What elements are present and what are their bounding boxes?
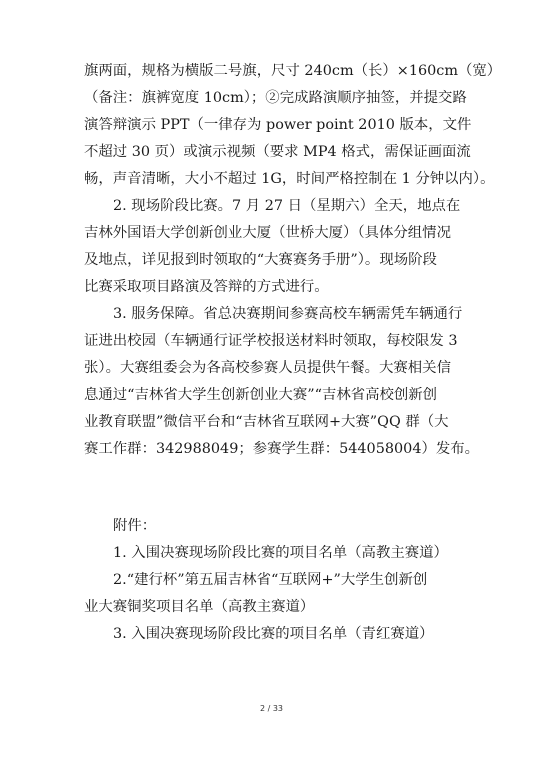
text-line: 赛工作群：342988049；参赛学生群：544058004）发布。	[84, 441, 480, 457]
text-line: 比赛采取项目路演及答辩的方式进行。	[84, 279, 329, 295]
text-line: （备注：旗裤宽度 10cm）；②完成路演顺序抽签，并提交路	[84, 90, 467, 106]
document-body	[84, 58, 502, 648]
attachment-item: 2.“建行杯”第五届吉林省“互联网+”大学生创新创	[113, 572, 428, 588]
attachments-section	[84, 513, 466, 648]
text-line: 畅，声音清晰，大小不超过 1G，时间严格控制在 1 分钟以内）。	[84, 171, 495, 187]
text-line: 旗两面，规格为横版二号旗，尺寸 240cm（长）×160cm（宽）	[84, 63, 502, 79]
attachments-heading: 附件：	[113, 518, 157, 534]
text-line: 证进出校园（车辆通行证学校报送材料时领取，每校限发 3	[84, 333, 458, 349]
page-number: 2 / 33	[259, 704, 284, 713]
attachment-item: 1. 入围决赛现场阶段比赛的项目名单（高教主赛道）	[113, 545, 448, 561]
attachment-item: 3. 入围决赛现场阶段比赛的项目名单（青红赛道）	[113, 626, 434, 642]
text-line: 息通过“吉林省大学生创新创业大赛”“吉林省高校创新创	[84, 387, 438, 403]
text-line: 及地点，详见报到时领取的“大赛赛务手册”）。现场阶段	[84, 252, 437, 268]
text-line: 3. 服务保障。省总决赛期间参赛高校车辆需凭车辆通行	[113, 306, 463, 322]
text-line: 张）。大赛组委会为各高校参赛人员提供午餐。大赛相关信	[84, 360, 451, 376]
paragraph-onsite-stage	[84, 193, 466, 301]
paragraph-service-support	[84, 301, 480, 463]
text-line: 演答辩演示 PPT（一律存为 power point 2010 版本，文件	[84, 117, 472, 133]
text-line: 不超过 30 页）或演示视频（要求 MP4 格式，需保证画面流	[84, 144, 471, 160]
text-line: 吉林外国语大学创新创业大厦（世桥大厦）（具体分组情况	[84, 225, 451, 241]
attachment-item-continued: 业大赛铜奖项目名单（高教主赛道）	[84, 599, 315, 615]
paragraph-submission-requirements	[84, 58, 502, 193]
text-line: 业教育联盟”微信平台和“吉林省互联网+大赛”QQ 群（大	[84, 414, 449, 430]
text-line: 2. 现场阶段比赛。7 月 27 日（星期六）全天，地点在	[113, 198, 461, 214]
